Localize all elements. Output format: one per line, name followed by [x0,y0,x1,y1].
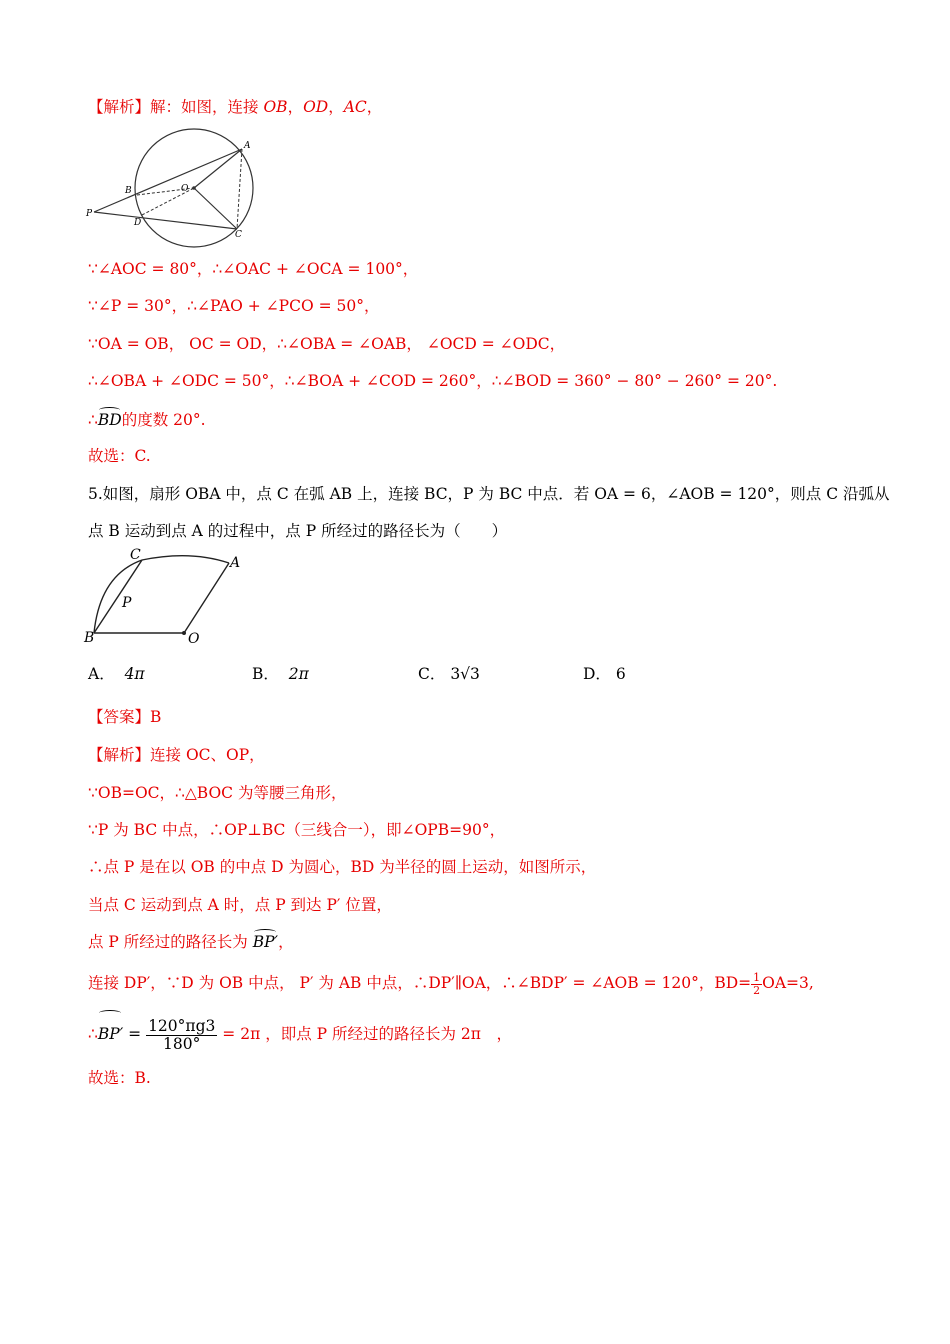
q5-label-b: B [84,630,95,646]
q5-arc-length-fraction: $\frac{120^\circ\pi g3}{180^\circ}$ [148,1017,216,1053]
q4-label-b: B [125,186,132,196]
q5-label-c: C [130,547,141,563]
q5-fraction-half: $\frac{1}{2}$ [753,970,761,997]
q5-arc-bp: BP′ [252,933,279,951]
q5-step-5: 点 P 所经过的路径长为 BP′， [88,933,294,951]
q5-stem-line-2: 点 B 运动到点 A 的过程中，点 P 所经过的路径长为（ ） [88,522,508,540]
q4-analysis-label: 【解析】 [88,98,151,116]
q4-step-4: ∴∠OBA + ∠ODC = 50°，∴∠BOA + ∠COD = 260°，∴∠BOD = 360° − 80° − 260° = 20°. [88,372,778,390]
q4-step-3: ∵OA = OB， OC = OD，∴∠OBA = ∠OAB， ∠OCD = ∠ODC， [88,335,566,353]
q4-label-o: O [181,184,189,194]
q5-step-4: 当点 C 运动到点 A 时，点 P 到达 P′ 位置， [88,896,392,914]
q4-arc-bd: BD [97,411,122,429]
q5-arc-bp-2: BP′ [98,1013,123,1055]
q5-option-d[interactable]: D． 6 [583,665,626,683]
q4-label-c: C [235,230,242,240]
q4-label-a: A [244,141,251,151]
q4-step-5: ∴BD的度数 20°. [88,411,206,429]
q4-label-d: D [134,218,142,228]
q5-label-p: P [122,595,132,611]
q5-answer-value: B [150,708,162,726]
q5-label-a: A [230,555,241,571]
q4-label-p: P [86,209,93,219]
q5-analysis-intro: 【解析】连接 OC、OP， [88,746,265,764]
q4-step-1: ∵∠AOC = 80°，∴∠OAC + ∠OCA = 100°， [88,260,419,278]
q5-option-a[interactable]: A． 4π [88,665,145,683]
q5-stem-line-1: 5.如图，扇形 OBA 中，点 C 在弧 AB 上，连接 BC，P 为 BC 中点．若 OA = 6，∠AOB = 120°，则点 C 沿弧从 [88,485,890,503]
q5-answer-label: 【答案】 [88,708,151,726]
q5-step-2: ∵P 为 BC 中点，∴OP⊥BC（三线合一），即∠OPB=90°， [88,821,506,839]
q5-conclusion: 故选：B. [88,1069,151,1087]
q5-step-6: 连接 DP′，∵D 为 OB 中点， P′ 为 AB 中点，∴DP′∥OA，∴∠BDP′ = ∠AOB = 120°，BD= $\frac{1}{2}$ OA=3, [88,970,814,997]
q5-step-7: ∴BP′ = $\frac{120^\circ\pi g3}{180^\circ}$ = 2π ，即点 P 所经过的路径长为 2π ， [88,1013,512,1055]
q5-sector-figure [80,545,255,650]
q4-analysis-intro: 【解析】解：如图，连接 OB，OD，AC， [88,98,383,116]
q5-step-3: ∴点 P 是在以 OB 的中点 D 为圆心，BD 为半径的圆上运动，如图所示， [88,858,597,876]
q5-answer [88,707,161,727]
q5-step-1: ∵OB=OC，∴△BOC 为等腰三角形， [88,784,347,802]
q5-label-o: O [188,631,200,647]
q5-option-b[interactable]: B． 2π [252,665,309,683]
q5-option-c[interactable]: C． 3√3 [418,665,480,683]
q4-conclusion: 故选：C. [88,447,151,465]
q4-circle-figure [80,125,270,250]
q5-analysis-label: 【解析】 [88,746,151,764]
q4-step-2: ∵∠P = 30°，∴∠PAO + ∠PCO = 50°， [88,297,380,315]
